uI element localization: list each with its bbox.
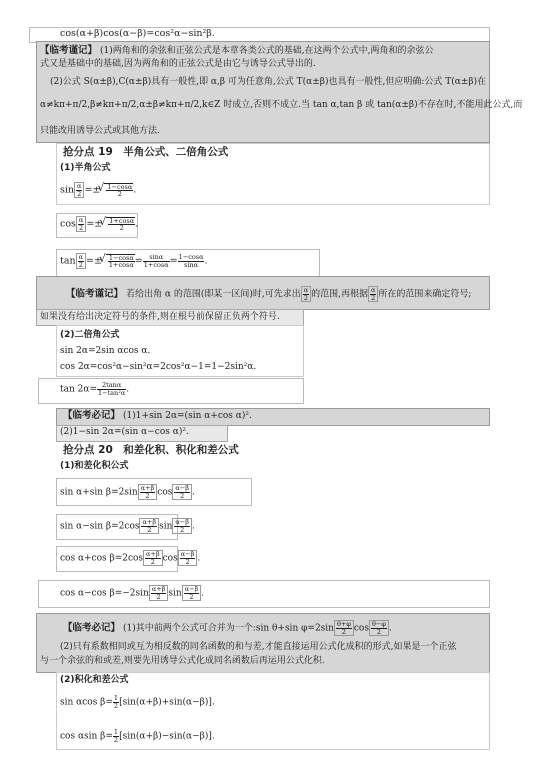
half-sin-formula: sin $\frac{\alpha}{2}$ =± √ $\frac{1-\cos\alpha}{2}$ . — [60, 182, 136, 198]
note1-line5: 只能改用诱导公式或其他方法. — [40, 126, 160, 136]
note3-line2: (2)1−sin 2α=(sin α−cos α)². — [60, 427, 189, 437]
note4-tag: 【临考必记】 — [63, 622, 121, 634]
sp2-formula: sin α−sin β=2cos $\frac{\alpha+\beta}{2}$ sin $\frac{\alpha-\beta}{2}$ . — [60, 518, 195, 534]
note2-line2: 如果没有给出决定符号的条件,则在根号前保留正负两个符号. — [40, 312, 280, 322]
note1-tag: 【临考谨记】 — [40, 45, 98, 56]
product-to-sum-title: (2)积化和差公式 — [60, 675, 129, 685]
half-cos-formula: cos $\frac{\alpha}{2}$ =± √ $\frac{1+\cos\alpha}{2}$ . — [60, 216, 138, 232]
ps1-formula: sin αcos β= $\frac{1}{2}$ [sin(α+β)+sin(α−β)]. — [60, 694, 215, 710]
note3-line1: 【临考必记】 (1)1+sin 2α=(sin α+cos α)². — [63, 410, 252, 421]
note4-line1: 【临考必记】 (1)其中前两个公式可合并为一个:sin θ+sin φ=2sin $\frac{\theta+\varphi}{2}$ cos $\frac{\theta-\varphi}{2}$ . — [63, 620, 392, 636]
note4-line3: 与一个余弦的和或差,则要先用诱导公式化成同名函数后再运用公式化积. — [40, 656, 325, 666]
note1-line2: 式又是基础中的基础,因为两角和的正弦公式是由它与诱导公式导出的. — [40, 59, 316, 69]
note3-tag: 【临考必记】 — [63, 410, 121, 421]
note2-tag: 【临考谨记】 — [66, 288, 124, 300]
top-formula: cos(α+β)cos(α−β)=cos²α−sin²β. — [60, 28, 215, 39]
half-tan-formula: tan $\frac{\alpha}{2}$ =± √ $\frac{1-\cos\alpha}{1+\cos\alpha}$ = $\frac{\sin\alpha}{1+\cos\alpha}$ = $\frac{1-\cos\alpha}{\sin\alpha}$ . — [60, 253, 208, 269]
section20-title: 抢分点 20 和差化积、积化和差公式 — [63, 444, 239, 456]
note1-line3: (2)公式 S(α±β),C(α±β)具有一般性,即 α,β 可为任意角,公式 T(α±β)也具有一般性,但应明确:公式 T(α±β)在 — [50, 77, 487, 87]
note1-line4: α≠kπ+π/2,β≠kπ+π/2,α±β≠kπ+π/2,k∈Z 时成立,否则不成立.当 tan α,tan β 或 tan(α±β)不存在时,不能用此公式,而 — [40, 100, 523, 110]
sp3-formula: cos α+cos β=2cos $\frac{\alpha+\beta}{2}$ cos $\frac{\alpha-\beta}{2}$ . — [60, 550, 201, 566]
double-angle-title: (2)二倍角公式 — [60, 330, 120, 340]
sp1-formula: sin α+sin β=2sin $\frac{\alpha+\beta}{2}$ cos $\frac{\alpha-\beta}{2}$ . — [60, 484, 195, 500]
ps2-formula: cos αsin β= $\frac{1}{2}$ [sin(α+β)−sin(α−β)]. — [60, 728, 215, 744]
half-angle-title: (1)半角公式 — [60, 163, 111, 173]
section19-title: 抢分点 19 半角公式、二倍角公式 — [63, 146, 229, 158]
note1-line1: 【临考谨记】 (1)两角和的余弦和正弦公式是本章各类公式的基础,在这两个公式中,两角和的余弦公 — [40, 45, 434, 56]
double-cos-formula: cos 2α=cos²α−sin²α=2cos²α−1=1−2sin²α. — [60, 362, 257, 372]
sum-to-product-title: (1)和差化积公式 — [60, 461, 129, 471]
sp4-formula: cos α−cos β=−2sin $\frac{\alpha+\beta}{2}$ sin $\frac{\alpha-\beta}{2}$ . — [60, 585, 205, 601]
double-sin-formula: sin 2α=2sin αcos α. — [60, 346, 151, 356]
note4-line2: (2)只有系数相同或互为相反数的同名函数的和与差,才能直接运用公式化成积的形式,如果是一个正弦 — [60, 642, 457, 652]
note2-line1: 【临考谨记】 若给出角 α 的范围(即某一区间)时,可先求出 $\frac{\alpha}{2}$ 的范围,再根据 $\frac{\alpha}{2}$ 所在的范围来确定符号; — [66, 286, 472, 302]
double-tan-formula: tan 2α= $\frac{2\tan\alpha}{\text{1−tan²α}}$ . — [60, 381, 130, 397]
